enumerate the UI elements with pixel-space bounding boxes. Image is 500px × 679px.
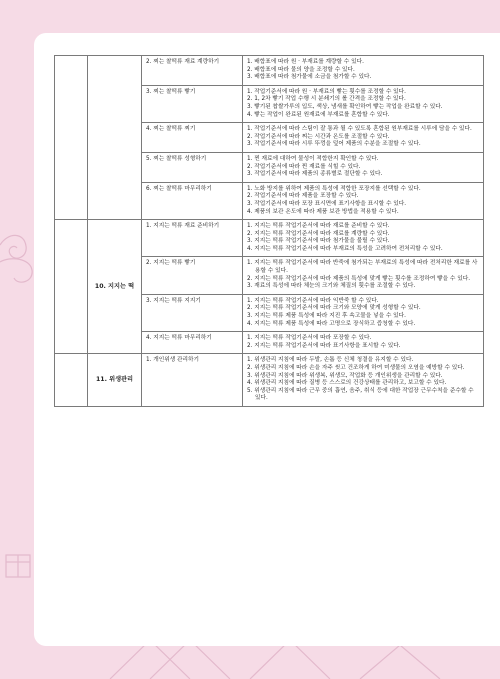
criteria-item: 1. 지지는 떡류 작업기준서에 따라 반죽에 첨가되는 부재료의 특성에 따라 전처리한 재료를 사용할 수 있다. [247,260,478,275]
criteria-item: 3. 지지는 떡류 제품 특성에 따라 지진 후 속고물을 넣을 수 있다. [247,313,406,320]
section-name-cell: 10. 지지는 떡 [88,220,142,354]
criteria-item: 4. 빻는 작업이 완료된 원재료에 부재료를 혼합할 수 있다. [247,111,390,118]
criteria-cell [243,182,484,219]
criteria-item: 2. 지지는 떡류 작업기준서에 따라 크기와 모양에 맞게 성형할 수 있다. [247,305,421,312]
criteria-cell [243,332,484,354]
blank-cell [55,220,88,354]
criteria-item: 1. 배합표에 따라 원 · 부재료를 계량할 수 있다. [247,59,364,65]
table-row [55,354,484,407]
criteria-item: 3. 빻기된 찹쌀가루의 입도, 색상, 냄새를 확인하여 빻는 작업을 완료할 수 있다. [247,103,443,110]
criteria-cell [243,220,484,257]
criteria-item: 2. 작업기준서에 따라 제품을 포장할 수 있다. [247,193,359,200]
criteria-item: 1. 노화 방지를 위하여 제품의 특성에 적합한 포장지를 선택할 수 있다. [247,185,421,192]
criteria-item: 1. 작업기준서에 따라 원 · 부재료의 빻는 횟수를 조정할 수 있다. [247,88,406,95]
unit-name-cell: 1. 개인위생 관리하기 [142,354,243,407]
criteria-item: 2. 위생관리 지침에 따라 손을 자주 씻고 건조하게 하여 미생물의 오염을 예방할 수 있다. [247,365,465,371]
unit-name-cell: 4. 지지는 떡류 마무리하기 [142,332,243,354]
section-name-cell [88,56,142,220]
criteria-item: 2. 지지는 떡류 작업기준서에 따라 제품의 특성에 맞게 빻는 횟수를 조정하여 빻을 수 있다. [247,275,471,282]
criteria-item: 3. 지지는 떡류 작업기준서에 따라 첨가물을 불릴 수 있다. [247,238,390,245]
unit-name-cell: 1. 지지는 떡류 재료 준비하기 [142,220,243,257]
criteria-item: 1. 지지는 떡류 작업기준서에 따라 포장할 수 있다. [247,335,372,342]
criteria-item: 3. 재료의 특성에 따라 체눈의 크기와 체질의 횟수를 조절할 수 있다. [247,283,416,290]
criteria-item: 3. 작업기준서에 따라 시루 뚜껑을 덮어 제품의 수분을 조절할 수 있다. [247,141,421,148]
criteria-cell [243,56,484,86]
unit-name-cell: 3. 지지는 떡류 지지기 [142,294,243,331]
unit-name-cell: 4. 찌는 찰떡류 찌기 [142,123,243,153]
criteria-cell [243,294,484,331]
unit-name-cell: 2. 지지는 떡류 빻기 [142,257,243,294]
criteria-item: 4. 위생관리 지침에 따라 질병 등 스스로의 건강상태를 관리하고, 보고할 수 있다. [247,380,447,387]
criteria-item: 2. 지지는 떡류 작업기준서에 따라 재료를 계량할 수 있다. [247,230,390,237]
criteria-cell [243,257,484,294]
criteria-item: 5. 위생관리 지침에 따라 근무 중의 흡연, 음주, 취식 등에 대한 작업장 근무수칙을 준수할 수 있다. [247,387,474,402]
criteria-item: 1. 작업기준서에 따라 스팀이 잘 통과 될 수 있도록 혼합된 원부재료를 시루에 담을 수 있다. [247,126,472,133]
cloud-swirl-deco [0,259,32,282]
unit-name-cell: 3. 찌는 찰떡류 빻기 [142,85,243,122]
section-name-cell: 11. 위생관리 [88,354,142,407]
criteria-cell [243,354,484,407]
blank-cell [55,354,88,407]
criteria-item: 2. 작업기준서에 따라 찐 재료를 식힐 수 있다. [247,163,361,170]
criteria-item: 2. 배합표에 따라 물의 양을 조정할 수 있다. [247,66,355,73]
criteria-item: 1. 위생관리 지침에 따라 두발, 손톱 등 신체 청결을 유지할 수 있다. [247,357,414,364]
unit-name-cell: 5. 찌는 찰떡류 성형하기 [142,152,243,182]
cloud-swirl-deco [0,235,26,258]
criteria-item: 1. 지지는 떡류 작업기준서에 따라 익반죽 할 수 있다. [247,297,379,304]
competency-table [54,55,484,407]
criteria-item: 3. 작업기준서에 따라 제품의 종류별로 절단할 수 있다. [247,171,383,178]
criteria-item: 3. 배합표에 따라 첨가물에 소금을 첨가할 수 있다. [247,74,372,81]
table-row [55,56,484,86]
criteria-item: 2. 작업기준서에 따라 찌는 시간과 온도를 조절할 수 있다. [247,133,390,140]
table-row [55,220,484,257]
criteria-cell [243,152,484,182]
criteria-item: 1. 지지는 떡류 작업기준서에 따라 재료를 준비할 수 있다. [247,223,390,230]
criteria-cell [243,123,484,153]
criteria-item: 4. 지지는 떡류 제품 특성에 따라 고명으로 장식하고 즙청할 수 있다. [247,320,416,327]
criteria-item: 4. 제품의 보관 온도에 따라 제품 보관 방법을 적용할 수 있다. [247,208,399,215]
criteria-item: 1. 찐 재료에 대하여 물성이 적합한지 확인할 수 있다. [247,155,379,162]
criteria-item: 3. 작업기준서에 따라 포장 표시면에 표기사항을 표시할 수 있다. [247,200,407,207]
criteria-item: 2. 지지는 떡류 작업기준서에 따라 표기사항을 표시할 수 있다. [247,342,401,349]
blank-cell [55,56,88,220]
criteria-item: 3. 위생관리 지침에 따라 위생복, 위생모, 작업화 등 개인위생을 관리할 수 있다. [247,372,443,379]
criteria-item: 4. 지지는 떡류 작업기준서에 따라 부재료의 특성을 고려하여 전처리할 수 있다. [247,245,443,252]
document-page [34,33,500,646]
unit-name-cell: 6. 찌는 찰떡류 마무리하기 [142,182,243,219]
unit-name-cell: 2. 찌는 찰떡류 재료 계량하기 [142,56,243,86]
criteria-cell [243,85,484,122]
criteria-item: 2. 1, 2차 빻기 작업 수행 시 분쇄기의 롤 간격을 조정할 수 있다. [247,96,406,103]
